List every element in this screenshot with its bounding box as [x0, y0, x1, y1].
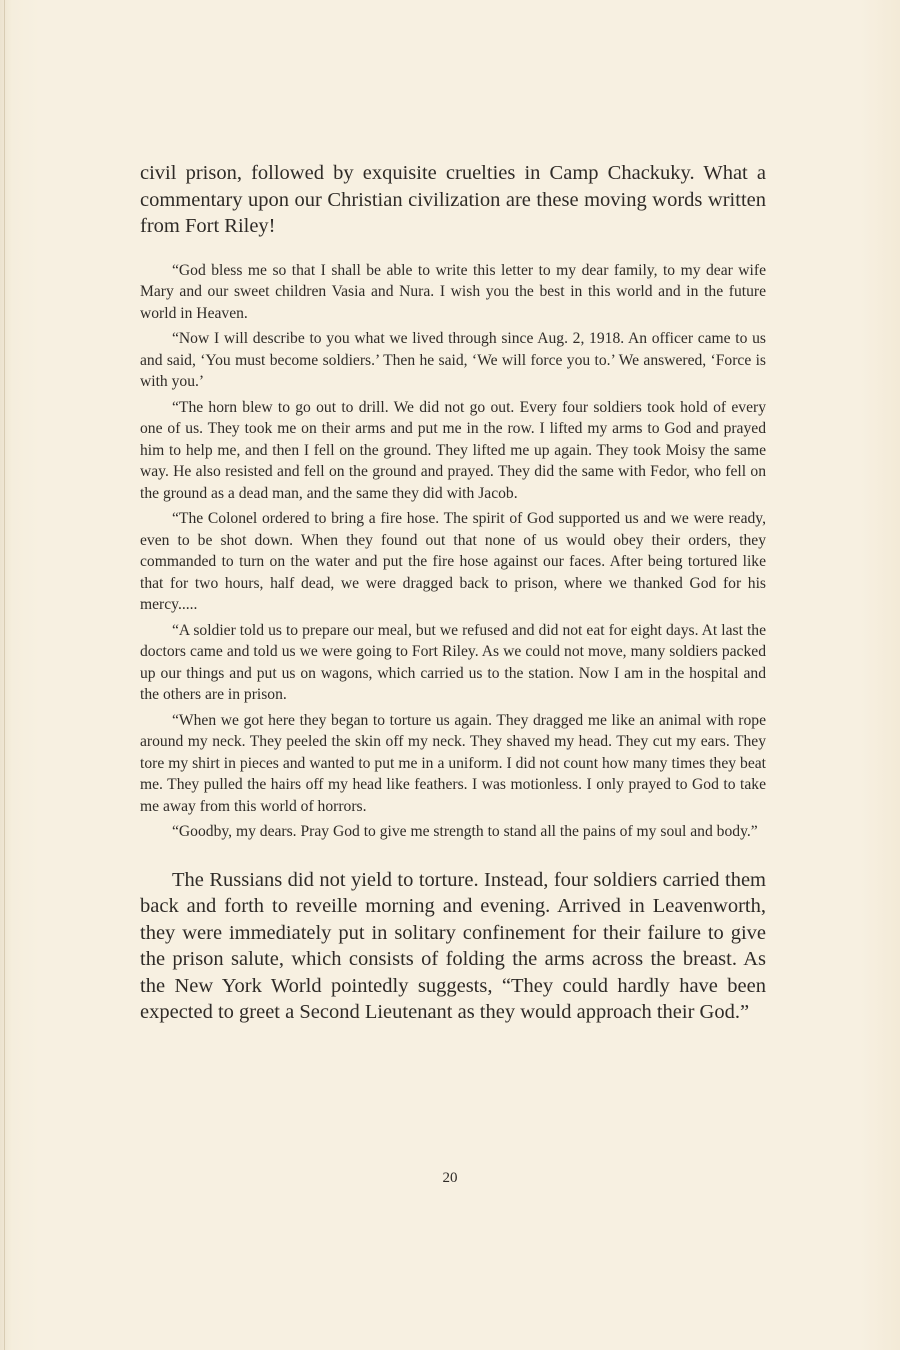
letter-paragraph: “A soldier told us to prepare our meal, but we refused and did not eat for eight days. At last the doctors came and told us we were going to Fort Riley. As we could not move, many soldiers packed up our things and put us on wagons, which carried us to the station. Now I am in the hospital and the others are in prison.	[140, 621, 766, 703]
quoted-letter	[140, 260, 766, 843]
page-edge	[4, 0, 5, 1350]
page-body	[140, 160, 766, 1046]
letter-paragraph: “God bless me so that I shall be able to write this letter to my dear family, to my dear wife Mary and our sweet children Vasia and Nura. I wish you the best in this world and in the future world in Heaven.	[140, 261, 766, 322]
letter-paragraph: “The horn blew to go out to drill. We did not go out. Every four soldiers took hold of every one of us. They took me on their arms and put me in the row. I lifted my arms to God and prayed him to help me, and then I fell on the ground. They lifted me up again. They took Moisy the same way. He also resisted and fell on the ground and prayed. They did the same with Fedor, who fell on the ground as a dead man, and the same they did with Jacob.	[140, 398, 766, 502]
page-number: 20	[442, 1170, 458, 1186]
letter-paragraph: “The Colonel ordered to bring a fire hose. The spirit of God supported us and we were ready, even to be shot down. When they found out that none of us would obey their orders, they commanded to turn on the water and put the fire hose against our faces. After being tortured like that for two hours, half dead, we were dragged back to prison, where we thanked God for his mercy.....	[140, 510, 766, 613]
letter-paragraph: “Now I will describe to you what we lived through since Aug. 2, 1918. An officer came to us and said, ‘You must become soldiers.’ Then he said, ‘We will force you to.’ We answered, ‘Force is with you.’	[140, 330, 766, 390]
letter-paragraph: “When we got here they began to torture us again. They dragged me like an animal with rope around my neck. They peeled the skin off my neck. They shaved my head. They cut my ears. They tore my shirt in pieces and wanted to put me in a uniform. I did not count how many times they beat me. They pulled the hairs off my head like feathers. I was motionless. I only prayed to God to take me away from this world of horrors.	[140, 711, 766, 815]
intro-paragraph: civil prison, followed by exquisite cruelties in Camp Chackuky. What a commentary upon our Christian civilization are these moving words written from Fort Riley!	[140, 162, 766, 237]
letter-paragraph: “Goodby, my dears. Pray God to give me strength to stand all the pains of my soul and body.”	[172, 823, 758, 840]
closing-paragraph: The Russians did not yield to torture. Instead, four soldiers carried them back and forth to reveille morning and evening. Arrived in Leavenworth, they were immediately put in solitary confinement for their failure to give the prison salute, which consists of folding the arms across the breast. As the New York World pointedly suggests, “They could hardly have been expected to greet a Second Lieutenant as they would approach their God.”	[140, 868, 766, 1023]
